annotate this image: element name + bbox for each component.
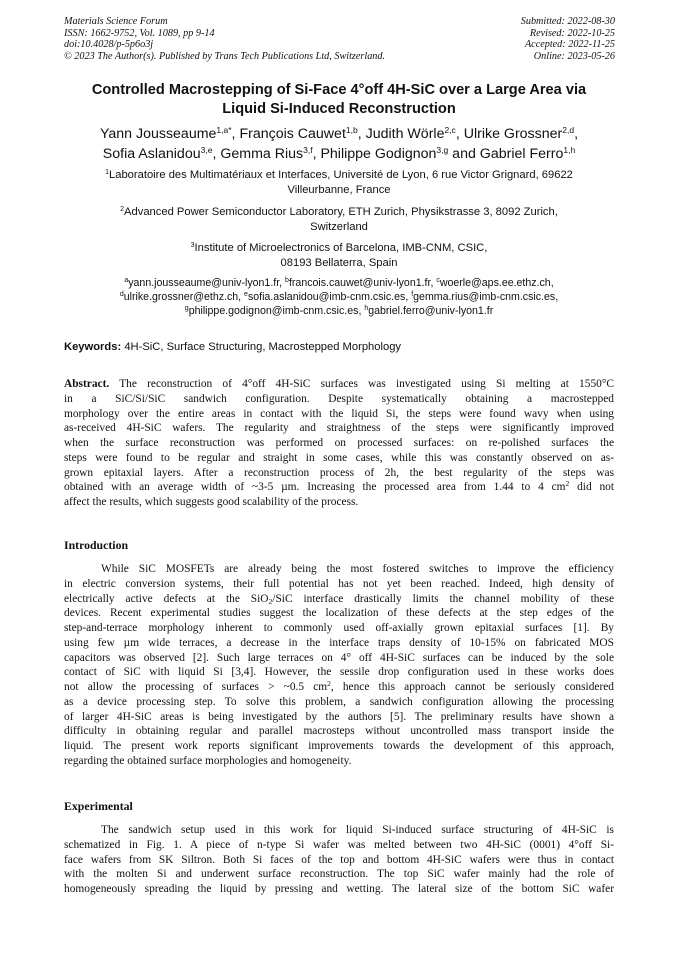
author-affil-marker: 2,c (444, 125, 456, 135)
paragraph-text: electrically active defects at the SiO (64, 592, 269, 605)
paragraph-line: devices. Recent experimental studies suggest the localization of these defects at the step edges of the (64, 607, 614, 620)
author-name: François Cauwet (239, 126, 346, 142)
keywords (64, 340, 401, 354)
author-separator: , (574, 126, 579, 142)
affiliation-3 (60, 241, 618, 271)
author-separator: , (212, 146, 221, 162)
author-affil-marker: 3,g (436, 145, 449, 155)
paragraph-line: as a device processing step. To solve this problem, a sandwich configuration allowing the processing (64, 695, 614, 708)
email-marker: g (184, 305, 189, 313)
author-line-2 (56, 144, 622, 164)
abstract-line: grown epitaxial layers. After a reconstruction process of 2h, the best regularity of the steps was (64, 466, 614, 479)
affiliation-text: Villeurbanne, France (287, 184, 391, 196)
email-address[interactable]: yann.jousseaume@univ-lyon1.fr (128, 277, 280, 289)
paragraph-text: not allow the processing of surfaces > ~0.5 cm (64, 681, 328, 693)
subscript: 2 (268, 596, 273, 606)
abstract (64, 377, 614, 510)
author-name: Ulrike Grossner (463, 126, 563, 142)
paragraph-line: with the molten Si and underwent surface reconstruction. The top SiC wafer mainly had the role of (64, 868, 614, 881)
paragraph-line: While SiC MOSFETs are already being the most fostered switches to improve the efficiency (101, 563, 614, 575)
author-separator: , (455, 126, 464, 142)
introduction-heading: Introduction (64, 538, 129, 552)
email-marker: a (124, 277, 129, 284)
email-marker: h (364, 305, 369, 313)
abstract-line: as-received 4H-SiC wafers. The regularity and straightness of the steps were significantly improved (64, 422, 614, 435)
email-line-1: $^a$yann.jousseaume@univ-lyon1.fr, $^b$francois.cauwet@univ-lyon1.fr, $^c$woerle@aps.ee.ethz.ch, (124, 277, 554, 289)
copyright-notice: © 2023 The Author(s). Published by Trans Tech Publications Ltd, Switzerland. (64, 50, 386, 62)
abstract-line (64, 480, 614, 495)
author-separator: , (357, 126, 366, 142)
email-address[interactable]: sofia.aslanidou@imb-cnm.csic.es (247, 291, 406, 304)
email-address[interactable]: gemma.rius@imb-cnm.csic.es (413, 291, 556, 304)
paragraph-line: step-and-terrace morphology inherent to commonly used off-axially grown epitaxial surfaces [1]. By (64, 622, 614, 634)
paragraph-text: , hence this approach cannot be seriously considered (330, 681, 615, 693)
journal-doi: doi:10.4028/p-5p6o3j (64, 39, 154, 51)
affiliation-2 (60, 205, 618, 235)
experimental-heading: Experimental (64, 799, 133, 813)
introduction-body (64, 562, 614, 769)
author-affil-marker: 3,f (303, 145, 313, 155)
affiliation-text: Institute of Microelectronics of Barcelona, IMB-CNM, CSIC, (194, 242, 488, 254)
author-line-1 (56, 124, 622, 144)
experimental-body (64, 823, 614, 897)
email-marker: e (244, 291, 248, 299)
paragraph-text: /SiC interface drastically limits the channel mobility of these (272, 592, 614, 605)
author-separator: , (231, 126, 240, 142)
author-name: Sofia Aslanidou (102, 146, 201, 162)
keywords-label: Keywords: (64, 341, 122, 353)
revised-date: Revised: 2022-10-25 (529, 27, 615, 39)
email-address[interactable]: francois.cauwet@univ-lyon1.fr (288, 277, 431, 289)
paragraph-line: of larger 4H-SiC areas is being investigated by the authors [5]. The preliminary results have shown a (64, 710, 614, 723)
email-address[interactable]: philippe.godignon@imb-cnm.csic.es (188, 305, 359, 318)
abstract-text: did not (569, 481, 615, 494)
email-marker: f (411, 291, 414, 299)
abstract-line: affect the results, which suggests good scalability of the process. (64, 496, 359, 508)
journal-header-right (521, 16, 615, 62)
paragraph-line: schematized in Fig. 1. A piece of n-type Si wafer was melted between two 4H-SiC (0001) 4°off Si- (64, 838, 614, 851)
paragraph-line: in electric conversion systems, their full potential has not yet been reached. Indeed, high density of (64, 577, 614, 590)
email-address[interactable]: gabriel.ferro@univ-lyon1.fr (368, 305, 494, 318)
paragraph-line (64, 680, 614, 695)
accepted-date: Accepted: 2022-11-25 (524, 39, 615, 51)
email-address[interactable]: ulrike.grossner@ethz.ch (123, 291, 239, 304)
abstract-line: steps were found to be regular and straight in some cases, while this was constantly observed on as- (64, 451, 614, 464)
abstract-line: morphology over the entire areas in contact with the liquid Si, the steps were found wavy when using (64, 407, 614, 420)
email-marker: c (436, 277, 440, 284)
affiliation-number: 2 (120, 206, 125, 213)
submitted-date: Submitted: 2022-08-30 (520, 16, 615, 27)
title-line-2: Liquid Si-Induced Reconstruction (222, 101, 456, 117)
abstract-line: when the surface reconstruction was performed on processed surfaces: on re-polished surfaces the (64, 437, 614, 449)
author-separator: , (312, 146, 321, 162)
paragraph-line: difficulty in obtaining regular and parallel macrosteps without uncontrolled mass transport inside the (64, 725, 614, 738)
affiliation-text: Advanced Power Semiconductor Laboratory, ETH Zurich, Physikstrasse 3, 8092 Zurich, (124, 206, 558, 218)
journal-name: Materials Science Forum (64, 16, 168, 27)
author-emails (56, 276, 622, 319)
author-affil-marker: 1,a* (216, 125, 232, 135)
author-affil-marker: 3,e (200, 145, 213, 155)
title-line-1: Controlled Macrostepping of Si-Face 4°off 4H-SiC over a Large Area via (91, 82, 587, 98)
abstract-text: obtained with an average width of ~3-5 µm. Increasing the processed area from 1.44 to 4 cm (64, 481, 566, 494)
affiliation-text: 08193 Bellaterra, Spain (280, 257, 398, 269)
abstract-text: The reconstruction of 4°off 4H-SiC surfaces was investigated using Si melting at 1550°C (119, 378, 614, 390)
author-name: Judith Wörle (365, 126, 445, 142)
journal-issn: ISSN: 1662-9752, Vol. 1089, pp 9-14 (64, 27, 215, 39)
journal-header-left (64, 16, 385, 62)
superscript: 2 (327, 679, 331, 688)
affiliation-number: 3 (190, 242, 195, 249)
superscript: 2 (565, 479, 570, 489)
affiliation-text: Switzerland (310, 221, 368, 233)
paragraph-line: homogeneously spreading the liquid by pressing and wetting. The lateral size of the bottom SiC wafer (64, 883, 614, 895)
author-separator: and (448, 146, 480, 162)
email-address[interactable]: woerle@aps.ee.ethz.ch (439, 277, 551, 289)
author-name: Gemma Rius (220, 146, 304, 162)
affiliation-1 (60, 168, 618, 198)
affiliation-number: 1 (105, 169, 109, 176)
paper-title (60, 81, 618, 119)
email-line-3: $^g$philippe.godignon@imb-cnm.csic.es, $^h$gabriel.ferro@univ-lyon1.fr (184, 305, 494, 318)
affiliation-text: Laboratoire des Multimatériaux et Interfaces, Université de Lyon, 6 rue Victor Grignard, 69622 (109, 169, 573, 181)
author-list (56, 124, 622, 164)
online-date: Online: 2023-05-26 (533, 50, 615, 62)
author-name: Philippe Godignon (320, 146, 437, 162)
abstract-label: Abstract. (64, 378, 110, 390)
author-affil-marker: 1,b (345, 125, 358, 135)
abstract-line: in a SiC/Si/SiC sandwich configuration. Despite systematically obtaining a macrostepped (64, 392, 614, 405)
paragraph-line: capacitors was observed [2]. Such large terraces on 4° off 4H-SiC surfaces can be induced by the sole (64, 651, 614, 664)
paragraph-line (64, 592, 614, 607)
paragraph-line: regarding the obtained surface morphologies and homogeneity. (64, 754, 352, 767)
paragraph-line: liquid. The present work reports significant improvements towards the development of this approach, (64, 740, 614, 752)
paragraph-line: The sandwich setup used in this work for liquid Si-induced surface structuring of 4H-SiC is (101, 824, 614, 836)
email-marker: d (119, 291, 124, 299)
email-line-2: $^d$ulrike.grossner@ethz.ch, $^e$sofia.aslanidou@imb-cnm.csic.es, $^f$gemma.rius@imb-cnm.csic.es, (119, 291, 559, 304)
paragraph-line: face wafers from SK Siltron. Both Si faces of the top and bottom 4H-SiC wafers were thus in contact (64, 853, 614, 866)
abstract-line (64, 377, 614, 392)
author-affil-marker: 1,h (563, 145, 576, 155)
keywords-text: 4H-SiC, Surface Structuring, Macrostepped Morphology (124, 341, 402, 353)
author-name: Yann Jousseaume (99, 126, 217, 142)
paragraph-line: using few µm wide terraces, a decrease in the interface traps density of 10-15% on fabricated MOS (64, 636, 614, 649)
author-name: Gabriel Ferro (479, 146, 564, 162)
author-affil-marker: 2,d (562, 125, 575, 135)
paragraph-line: contact of SiC with liquid Si [3,4]. However, the sessile drop configuration used in these works does (64, 666, 614, 679)
email-marker: b (285, 277, 289, 284)
